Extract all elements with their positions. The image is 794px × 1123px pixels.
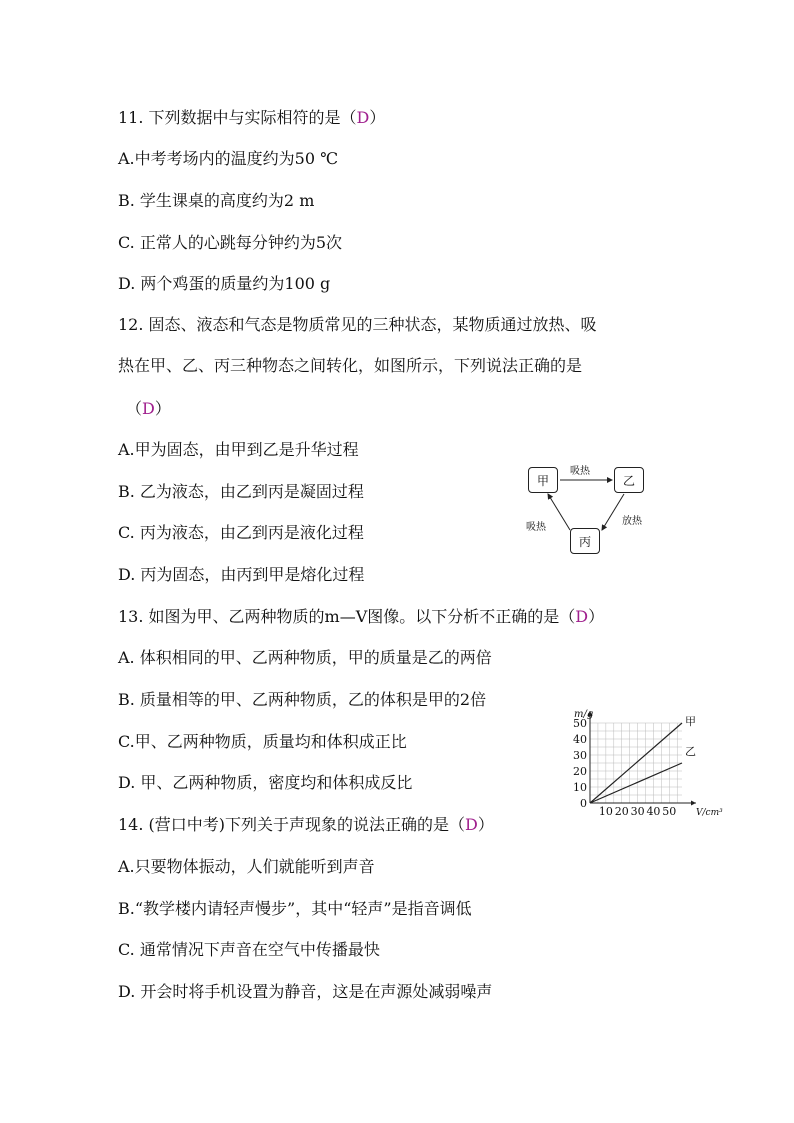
series-label-jia: 甲 bbox=[685, 715, 696, 728]
y-tick-label: 20 bbox=[573, 765, 587, 778]
q12-option-a: A.甲为固态，由甲到乙是升华过程 bbox=[118, 440, 359, 459]
series-label-yi: 乙 bbox=[685, 745, 696, 758]
x-axis-label: V/cm³ bbox=[696, 808, 723, 818]
q11-close: ） bbox=[369, 108, 386, 127]
mv-chart bbox=[563, 700, 723, 820]
q13-stem-text: 13. 如图为甲、乙两种物质的m—V图像。以下分析不正确的是（ bbox=[118, 607, 576, 626]
y-tick-label: 40 bbox=[573, 733, 587, 746]
label-yi-bing: 放热 bbox=[622, 516, 642, 527]
q13-stem bbox=[118, 606, 604, 628]
q12-answer-line bbox=[126, 398, 171, 420]
q11-answer: D bbox=[356, 108, 370, 127]
q14-option-d: D. 开会时将手机设置为静音，这是在声源处减弱噪声 bbox=[118, 982, 493, 1001]
arrow-bing-to-jia bbox=[548, 494, 570, 530]
state-bing-box: 丙 bbox=[570, 528, 600, 554]
x-tick-label: 40 bbox=[646, 805, 661, 818]
q12-stem-line2: 热在甲、乙、丙三种物态之间转化，如图所示，下列说法正确的是 bbox=[118, 356, 583, 375]
x-tick-label: 20 bbox=[614, 805, 629, 818]
y-tick-label: 50 bbox=[573, 717, 587, 730]
x-tick-label: 10 bbox=[598, 805, 613, 818]
q12-option-d: D. 丙为固态，由丙到甲是熔化过程 bbox=[118, 565, 365, 584]
series-line-yi bbox=[590, 763, 682, 803]
q13-close: ） bbox=[588, 607, 605, 626]
phase-diagram bbox=[518, 458, 658, 558]
q13-option-c: C.甲、乙两种物质，质量均和体积成正比 bbox=[118, 732, 407, 751]
x-tick-label: 50 bbox=[662, 805, 677, 818]
q11-option-c: C. 正常人的心跳每分钟约为5次 bbox=[118, 233, 343, 252]
q12-close: ） bbox=[154, 399, 171, 418]
y-tick-label: 0 bbox=[580, 797, 587, 810]
q14-close: ） bbox=[477, 815, 494, 834]
state-jia-box: 甲 bbox=[528, 467, 558, 493]
q11-stem-text: 11. 下列数据中与实际相符的是（ bbox=[118, 108, 357, 127]
q14-option-a: A.只要物体振动，人们就能听到声音 bbox=[118, 857, 375, 876]
q12-option-b: B. 乙为液态，由乙到丙是凝固过程 bbox=[118, 482, 364, 501]
q11-stem bbox=[118, 107, 385, 129]
state-yi-box: 乙 bbox=[614, 467, 644, 493]
q14-option-b: B.“教学楼内请轻声慢步”，其中“轻声”是指音调低 bbox=[118, 899, 472, 918]
q12-option-c: C. 丙为液态，由乙到丙是液化过程 bbox=[118, 523, 364, 542]
q11-option-b: B. 学生课桌的高度约为2 m bbox=[118, 191, 315, 210]
q12-answer: D bbox=[142, 399, 155, 418]
q12-stem-line1: 12. 固态、液态和气态是物质常见的三种状态，某物质通过放热、吸 bbox=[118, 315, 597, 334]
q13-option-a: A. 体积相同的甲、乙两种物质，甲的质量是乙的两倍 bbox=[118, 648, 492, 667]
x-tick-label: 30 bbox=[630, 805, 645, 818]
q13-answer: D bbox=[575, 607, 589, 626]
q14-answer: D bbox=[465, 815, 478, 834]
y-axis-label: m/g bbox=[574, 709, 594, 720]
q14-stem-text: 14. (营口中考)下列关于声现象的说法正确的是（ bbox=[118, 815, 466, 834]
x-axis-arrow bbox=[691, 801, 696, 806]
q12-open: （ bbox=[126, 399, 143, 418]
q14-stem bbox=[118, 814, 494, 836]
q11-option-d: D. 两个鸡蛋的质量约为100 g bbox=[118, 274, 331, 293]
y-tick-label: 10 bbox=[573, 781, 587, 794]
label-bing-jia: 吸热 bbox=[526, 522, 546, 533]
label-jia-yi: 吸热 bbox=[570, 466, 590, 477]
q13-option-b: B. 质量相等的甲、乙两种物质，乙的体积是甲的2倍 bbox=[118, 690, 487, 709]
q11-option-a: A.中考考场内的温度约为50 ℃ bbox=[118, 149, 338, 168]
q13-option-d: D. 甲、乙两种物质，密度均和体积成反比 bbox=[118, 773, 413, 792]
y-tick-label: 30 bbox=[573, 749, 587, 762]
q14-option-c: C. 通常情况下声音在空气中传播最快 bbox=[118, 940, 380, 959]
arrow-yi-to-bing bbox=[602, 494, 624, 530]
